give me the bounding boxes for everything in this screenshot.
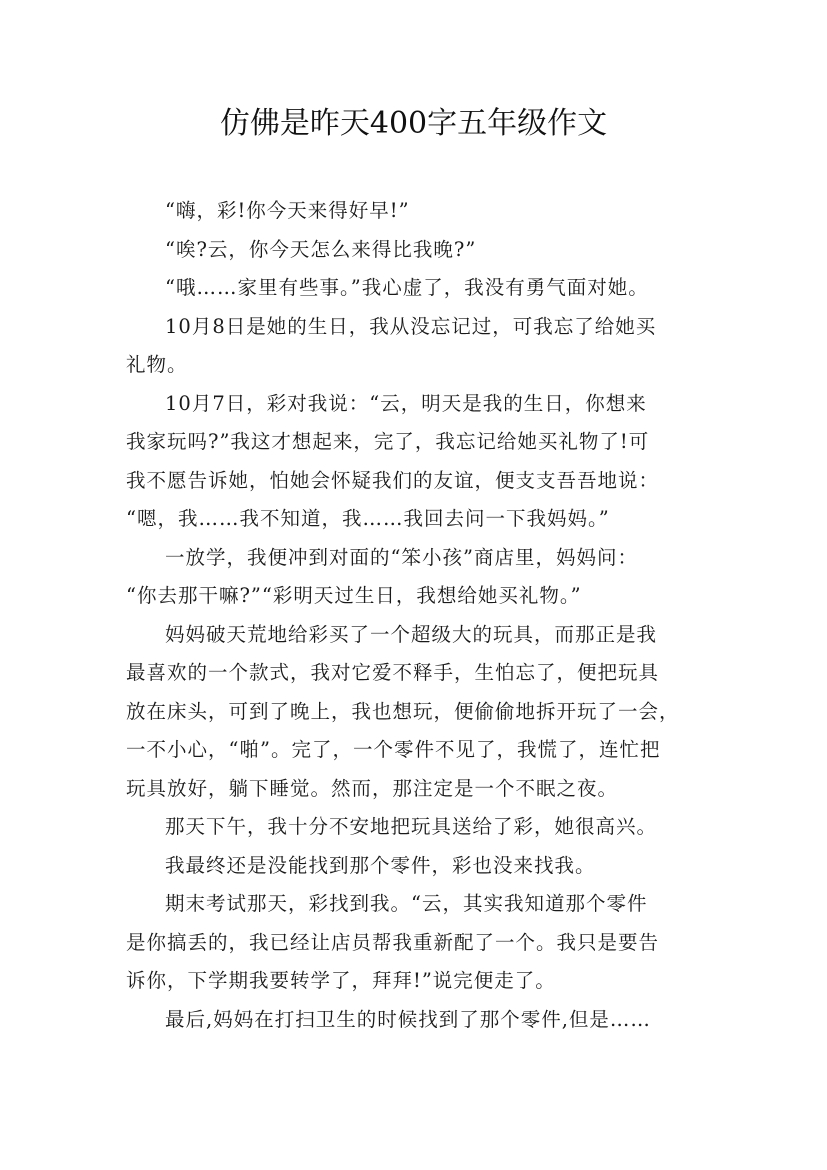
paragraph-line: 最喜欢的一个款式，我对它爱不释手，生怕忘了，便把玩具	[126, 661, 660, 684]
paragraph-5	[126, 385, 716, 539]
paragraph-10	[126, 885, 716, 1001]
paragraph-line: 10月7日，彩对我说：“云，明天是我的生日，你想来	[165, 391, 647, 415]
paragraph-line: 诉你，下学期我要转学了，拜拜!”说完便走了。	[126, 969, 556, 992]
paragraph-line: 妈妈破天荒地给彩买了一个超级大的玩具，而那正是我	[165, 622, 658, 646]
paragraph-1	[126, 192, 716, 231]
paragraph-line: 玩具放好，躺下睡觉。然而，那注定是一个不眠之夜。	[126, 776, 619, 800]
paragraph-line: 最后,妈妈在打扫卫生的时候找到了那个零件,但是……	[165, 1007, 651, 1031]
paragraph-line: 那天下午，我十分不安地把玩具送给了彩，她很高兴。	[165, 815, 658, 838]
paragraph-line: 礼物。	[126, 353, 188, 376]
document-body	[126, 192, 716, 1039]
paragraph-line: “嗯，我……我不知道，我……我回去问一下我妈妈。”	[126, 507, 610, 530]
paragraph-11	[126, 1001, 716, 1040]
paragraph-7	[126, 616, 716, 809]
paragraph-line: “你去那干嘛?”“彩明天过生日，我想给她买礼物。”	[126, 584, 582, 607]
paragraph-line: 10月8日是她的生日，我从没忘记过，可我忘了给她买	[165, 314, 657, 338]
paragraph-2	[126, 231, 716, 270]
paragraph-3	[126, 269, 716, 308]
paragraph-line: 期末考试那天，彩找到我。“云，其实我知道那个零件	[165, 892, 648, 915]
paragraph-6	[126, 539, 716, 616]
paragraph-9	[126, 847, 716, 886]
paragraph-line: “唉?云，你今天怎么来得比我晚?”	[165, 237, 477, 261]
paragraph-line: 一不小心，“啪”。完了，一个零件不见了，我慌了，连忙把	[126, 738, 661, 761]
paragraph-8	[126, 808, 716, 847]
paragraph-line: 一放学，我便冲到对面的“笨小孩”商店里，妈妈问：	[165, 545, 638, 569]
paragraph-line: 是你搞丢的，我已经让店员帮我重新配了一个。我只是要告	[126, 930, 660, 954]
paragraph-line: “嗨，彩!你今天来得好早!”	[165, 199, 410, 222]
paragraph-line: 我不愿告诉她，怕她会怀疑我们的友谊，便支支吾吾地说：	[126, 468, 660, 492]
paragraph-4	[126, 308, 716, 385]
paragraph-line: 我最终还是没能找到那个零件，彩也没来找我。	[165, 853, 596, 877]
paragraph-line: “哦……家里有些事。”我心虚了，我没有勇气面对她。	[165, 276, 649, 299]
paragraph-line: 我家玩吗?”我这才想起来，完了，我忘记给她买礼物了!可	[126, 430, 650, 453]
paragraph-line: 放在床头，可到了晚上，我也想玩，便偷偷地拆开玩了一会，	[126, 699, 680, 723]
document-title: 仿佛是昨天400字五年级作文	[219, 106, 608, 141]
